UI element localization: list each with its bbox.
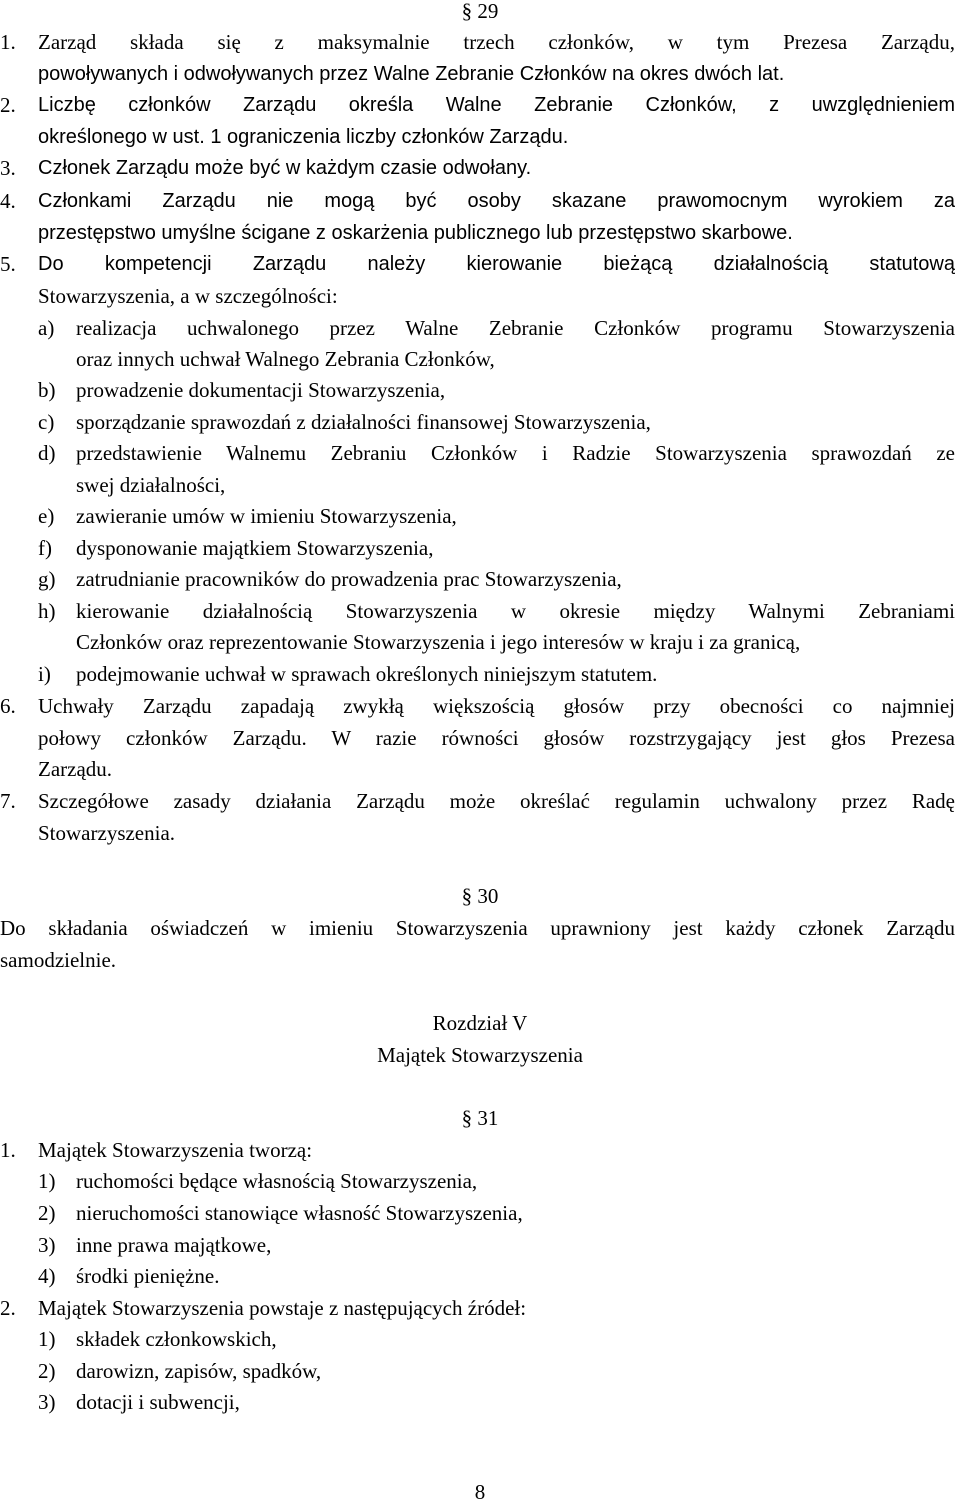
sublist-letter: b) bbox=[38, 378, 56, 402]
item-text: Liczbę członków Zarządu określa Walne Zebranie Członków, z uwzględnieniem bbox=[38, 94, 955, 116]
list-text: nieruchomości stanowiące własność Stowarzyszenia, bbox=[76, 1201, 523, 1225]
sublist-letter: d) bbox=[38, 441, 56, 465]
sublist-text: podejmowanie uchwał w sprawach określonych niniejszym statutem. bbox=[76, 662, 658, 686]
chapter-subtitle: Majątek Stowarzyszenia bbox=[377, 1043, 583, 1067]
section-heading-31: § 31 bbox=[461, 1106, 499, 1130]
para30-text: Do składania oświadczeń w imieniu Stowarzyszenia uprawniony jest każdy członek Zarządu bbox=[0, 916, 955, 940]
sublist-text: oraz innych uchwał Walnego Zebrania Członków, bbox=[76, 347, 495, 371]
list-text: składek członkowskich, bbox=[76, 1327, 277, 1351]
sublist-text: Członków oraz reprezentowanie Stowarzyszenia i jego interesów w kraju i za granicą, bbox=[76, 630, 801, 654]
list-number: 3) bbox=[38, 1390, 56, 1414]
item-number: 3. bbox=[0, 156, 16, 180]
sublist-letter: a) bbox=[38, 316, 55, 340]
item-text: Członek Zarządu może być w każdym czasie odwołany. bbox=[38, 157, 532, 179]
para30-text: samodzielnie. bbox=[0, 948, 117, 972]
list-number: 4) bbox=[38, 1264, 56, 1288]
item-number: 7. bbox=[0, 789, 16, 813]
item-text: Stowarzyszenia. bbox=[38, 821, 176, 845]
item-text: określonego w ust. 1 ograniczenia liczby członków Zarządu. bbox=[38, 126, 569, 148]
page-number: 8 bbox=[474, 1480, 486, 1504]
item-number: 1. bbox=[0, 1138, 16, 1162]
item-number: 4. bbox=[0, 189, 16, 213]
sublist-text: realizacja uchwalonego przez Walne Zebranie Członków programu Stowarzyszenia bbox=[76, 316, 955, 340]
list-number: 2) bbox=[38, 1359, 56, 1383]
section-heading-29: § 29 bbox=[461, 0, 499, 23]
sublist-letter: c) bbox=[38, 410, 55, 434]
sublist-text: sporządzanie sprawozdań z działalności finansowej Stowarzyszenia, bbox=[76, 410, 651, 434]
item-text: Członkami Zarządu nie mogą być osoby skazane prawomocnym wyrokiem za bbox=[38, 190, 955, 212]
list-text: dotacji i subwencji, bbox=[76, 1390, 240, 1414]
item-text: Zarząd składa się z maksymalnie trzech członków, w tym Prezesa Zarządu, bbox=[38, 30, 955, 54]
list-text: ruchomości będące własnością Stowarzyszenia, bbox=[76, 1169, 478, 1193]
list-number: 1) bbox=[38, 1327, 56, 1351]
item-text: Stowarzyszenia, a w szczególności: bbox=[38, 284, 338, 308]
sublist-letter: e) bbox=[38, 504, 55, 528]
item-text: Do kompetencji Zarządu należy kierowanie bieżącą działalnością statutową bbox=[38, 253, 955, 275]
item-number: 1. bbox=[0, 30, 16, 54]
item-text: Majątek Stowarzyszenia powstaje z następujących źródeł: bbox=[38, 1296, 527, 1320]
item-number: 2. bbox=[0, 93, 16, 117]
item-number: 6. bbox=[0, 694, 16, 718]
item-text: Majątek Stowarzyszenia tworzą: bbox=[38, 1138, 313, 1162]
sublist-text: zawieranie umów w imieniu Stowarzyszenia, bbox=[76, 504, 457, 528]
sublist-letter: f) bbox=[38, 536, 52, 560]
chapter-title: Rozdział V bbox=[432, 1011, 528, 1035]
list-number: 2) bbox=[38, 1201, 56, 1225]
sublist-letter: g) bbox=[38, 567, 56, 591]
sublist-text: przedstawienie Walnemu Zebraniu Członków i Radzie Stowarzyszenia sprawozdań ze bbox=[76, 441, 955, 465]
sublist-text: zatrudnianie pracowników do prowadzenia prac Stowarzyszenia, bbox=[76, 567, 622, 591]
list-text: inne prawa majątkowe, bbox=[76, 1233, 272, 1257]
item-text: przestępstwo umyślne ścigane z oskarżenia publicznego lub przestępstwo skarbowe. bbox=[38, 222, 793, 244]
sublist-letter: i) bbox=[38, 662, 51, 686]
sublist-text: kierowanie działalnością Stowarzyszenia w okresie między Walnymi Zebraniami bbox=[76, 599, 955, 623]
item-number: 5. bbox=[0, 252, 16, 276]
sublist-text: swej działalności, bbox=[76, 473, 226, 497]
section-heading-30: § 30 bbox=[461, 884, 499, 908]
item-text: Zarządu. bbox=[38, 757, 113, 781]
item-number: 2. bbox=[0, 1296, 16, 1320]
item-text: połowy członków Zarządu. W razie równości głosów rozstrzygający jest głos Prezesa bbox=[38, 726, 955, 750]
list-text: środki pieniężne. bbox=[76, 1264, 220, 1288]
list-number: 3) bbox=[38, 1233, 56, 1257]
sublist-text: prowadzenie dokumentacji Stowarzyszenia, bbox=[76, 378, 446, 402]
list-number: 1) bbox=[38, 1169, 56, 1193]
item-text: powoływanych i odwoływanych przez Walne Zebranie Członków na okres dwóch lat. bbox=[38, 63, 785, 85]
item-text: Uchwały Zarządu zapadają zwykłą większością głosów przy obecności co najmniej bbox=[38, 694, 955, 718]
sublist-text: dysponowanie majątkiem Stowarzyszenia, bbox=[76, 536, 434, 560]
item-text: Szczegółowe zasady działania Zarządu może określać regulamin uchwalony przez Radę bbox=[38, 789, 955, 813]
sublist-letter: h) bbox=[38, 599, 56, 623]
list-text: darowizn, zapisów, spadków, bbox=[76, 1359, 322, 1383]
